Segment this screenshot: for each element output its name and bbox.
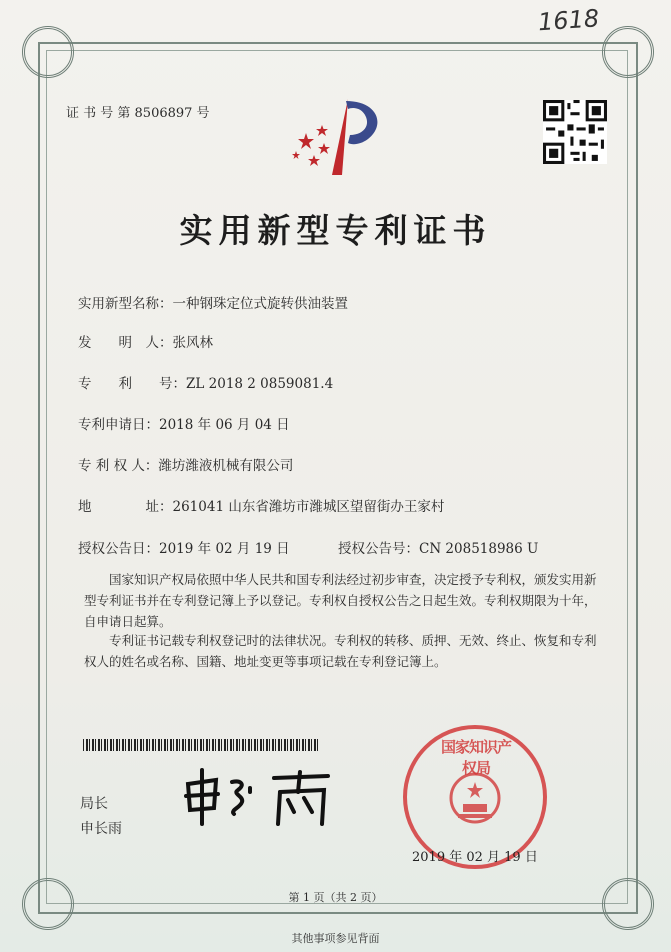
certificate-number: 证 书 号 第 8506897 号 [66,106,210,121]
field-value: 张风林 [172,335,213,351]
field-grant-number [338,537,538,557]
grant-statement-paragraph: 国家知识产权局依照中华人民共和国专利法经过初步审查，决定授予专利权，颁发实用新型专利证书并在专利登记簿上予以登记。专利权自授权公告之日起生效。专利权期限为十年，自申请日起算。 [84,572,597,629]
field-label: 专 利 号： [78,376,186,392]
handwritten-number: 1618 [537,4,600,37]
field-value: 2018 年 06 月 04 日 [159,417,290,433]
qr-code [543,100,607,168]
field-address [78,495,444,515]
footer-note: 其他事项参见背面 [291,932,380,945]
field-label: 授权公告号： [338,541,419,557]
field-label: 地 址： [78,499,173,515]
legal-status-paragraph: 专利证书记载专利权登记时的法律状况。专利权的转移、质押、无效、终止、恢复和专利权人的姓名或名称、国籍、地址变更等事项记载在专利登记簿上。 [84,633,597,669]
seal-date: 2019 年 02 月 19 日 [412,850,538,865]
director-name: 申长雨 [80,821,122,837]
field-value: CN 208518986 U [419,541,539,557]
barcode [83,739,318,751]
page-number: 第 1 页（共 2 页） [288,891,383,904]
field-patentee [78,454,293,474]
field-label: 授权公告日： [78,541,159,557]
field-label: 发 明 人： [78,335,173,351]
field-grant-date [78,537,290,557]
field-inventor [78,331,213,351]
field-value: 2019 年 02 月 19 日 [159,541,290,557]
director-title: 局长 [80,796,108,812]
corner-ornament-top-left [22,26,74,78]
field-value: ZL 2018 2 0859081.4 [186,376,334,392]
field-value: 261041 山东省潍坊市潍城区望留街办王家村 [172,499,445,515]
field-patent-number [78,372,333,392]
field-value: 潍坊潍液机械有限公司 [158,458,294,474]
field-value: 一种钢珠定位式旋转供油装置 [172,296,348,312]
seal-text: 国家知识产权局 [440,738,511,777]
field-label: 实用新型名称： [78,296,173,312]
patent-office-logo-icon [288,95,388,181]
field-label: 专 利 权 人： [78,458,159,474]
director-signature [180,762,340,836]
corner-ornament-top-right [602,26,654,78]
certificate-title: 实用新型专利证书 [179,211,492,250]
field-filing-date [78,413,290,433]
field-utility-model-name [78,292,348,312]
field-label: 专利申请日： [78,417,159,433]
